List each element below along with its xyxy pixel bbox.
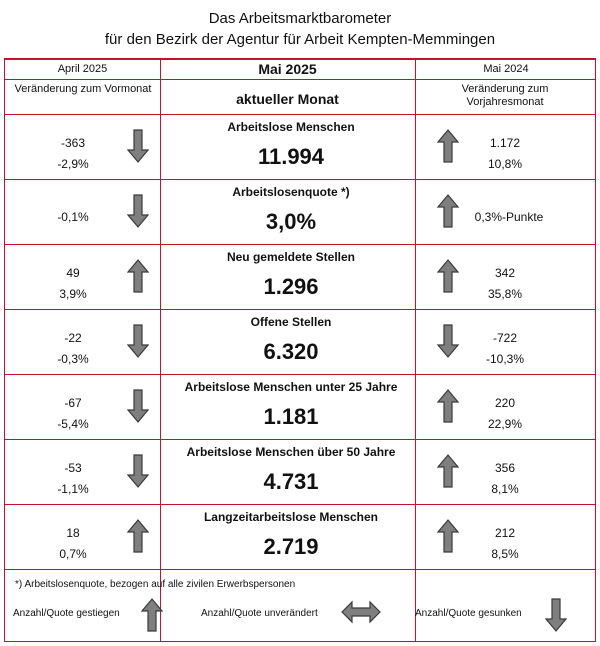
right-change-abs: 212 [494, 526, 516, 540]
row-title: Arbeitslose Menschen [227, 120, 355, 134]
legend-fall-label: Anzahl/Quote gesunken [415, 608, 522, 619]
row-value: 3,0% [265, 209, 317, 234]
row-divider [5, 309, 595, 310]
legend-divider [5, 569, 595, 570]
row-divider [5, 244, 595, 245]
arrow-down-icon [127, 389, 149, 423]
left-change-pct: -1,1% [57, 482, 89, 496]
footnote: *) Arbeitslosenquote, bezogen auf alle zivilen Erwerbspersonen [15, 579, 296, 590]
page-title [0, 8, 600, 50]
legend-rise-label: Anzahl/Quote gestiegen [13, 608, 120, 619]
right-change-abs: -722 [492, 331, 518, 345]
title-line-1: Das Arbeitsmarktbarometer [208, 10, 392, 27]
arrow-down-icon [127, 194, 149, 228]
legend-same-label: Anzahl/Quote unverändert [201, 608, 318, 619]
right-change-abs: 1.172 [489, 136, 521, 150]
header-left-month: April 2025 [57, 63, 108, 75]
left-change-abs: -22 [64, 331, 82, 345]
row-divider [5, 504, 595, 505]
row-title: Arbeitslose Menschen unter 25 Jahre [184, 380, 398, 394]
header-top-line [5, 59, 595, 60]
arrow-up-icon [437, 454, 459, 488]
arrow-up-icon [127, 259, 149, 293]
row-divider [5, 114, 595, 115]
right-change-pct: 8,1% [491, 482, 519, 496]
arrow-down-icon [127, 324, 149, 358]
row-divider [5, 439, 595, 440]
arrow-up-icon [437, 259, 459, 293]
column-divider-left [160, 59, 161, 641]
right-change-pct: 22,9% [487, 417, 523, 431]
left-change-abs: 49 [66, 266, 80, 280]
left-change-pct: -2,9% [57, 157, 89, 171]
header-right-month: Mai 2024 [483, 63, 529, 75]
row-title: Neu gemeldete Stellen [226, 250, 356, 264]
row-title: Langzeitarbeitslose Menschen [203, 510, 379, 524]
arrow-up-icon [127, 519, 149, 553]
left-change-abs: -363 [60, 136, 86, 150]
right-change-pct: 8,5% [491, 547, 519, 561]
right-change-abs: 0,3%-Punkte [474, 210, 544, 224]
left-change-abs: -67 [64, 396, 82, 410]
right-change-pct: 35,8% [487, 287, 523, 301]
header-left-sub: Veränderung zum Vormonat [14, 83, 152, 95]
right-change-abs: 220 [494, 396, 516, 410]
header-right-sub: Veränderung zum Vorjahresmonat [461, 83, 549, 108]
row-title: Offene Stellen [250, 315, 332, 329]
arrow-down-icon [127, 454, 149, 488]
row-value: 1.181 [263, 404, 319, 429]
arrow-down-icon [127, 129, 149, 163]
right-change-abs: 342 [494, 266, 516, 280]
right-change-pct: -10,3% [485, 352, 525, 366]
left-change-abs: -0,1% [57, 210, 89, 224]
row-divider [5, 179, 595, 180]
row-title: Arbeitslose Menschen über 50 Jahre [186, 445, 396, 459]
left-change-pct: -5,4% [57, 417, 89, 431]
row-value: 1.296 [263, 274, 319, 299]
right-change-abs: 356 [494, 461, 516, 475]
right-change-pct: 10,8% [487, 157, 523, 171]
row-value: 2.719 [263, 534, 319, 559]
arrow-up-icon [437, 389, 459, 423]
left-change-pct: -0,3% [57, 352, 89, 366]
row-value: 4.731 [263, 469, 319, 494]
row-divider [5, 374, 595, 375]
left-change-abs: 18 [66, 526, 80, 540]
left-change-pct: 3,9% [59, 287, 87, 301]
legend-arrow-down-icon [545, 598, 567, 632]
arrow-up-icon [437, 519, 459, 553]
legend-arrow-up-icon [141, 598, 163, 632]
row-value: 6.320 [263, 339, 319, 364]
arrow-up-icon [437, 194, 459, 228]
arrow-down-icon [437, 324, 459, 358]
header-center-sub: aktueller Monat [236, 91, 339, 107]
row-title: Arbeitslosenquote *) [232, 185, 350, 199]
header-month-line [5, 79, 595, 80]
left-change-pct: 0,7% [59, 547, 87, 561]
barometer-table [4, 58, 596, 642]
header-center-month: Mai 2025 [258, 61, 317, 77]
legend-arrow-both-icon [341, 600, 381, 624]
row-value: 11.994 [257, 144, 325, 169]
arrow-up-icon [437, 129, 459, 163]
left-change-abs: -53 [64, 461, 82, 475]
title-line-2: für den Bezirk der Agentur für Arbeit Kempten-Memmingen [104, 31, 496, 48]
